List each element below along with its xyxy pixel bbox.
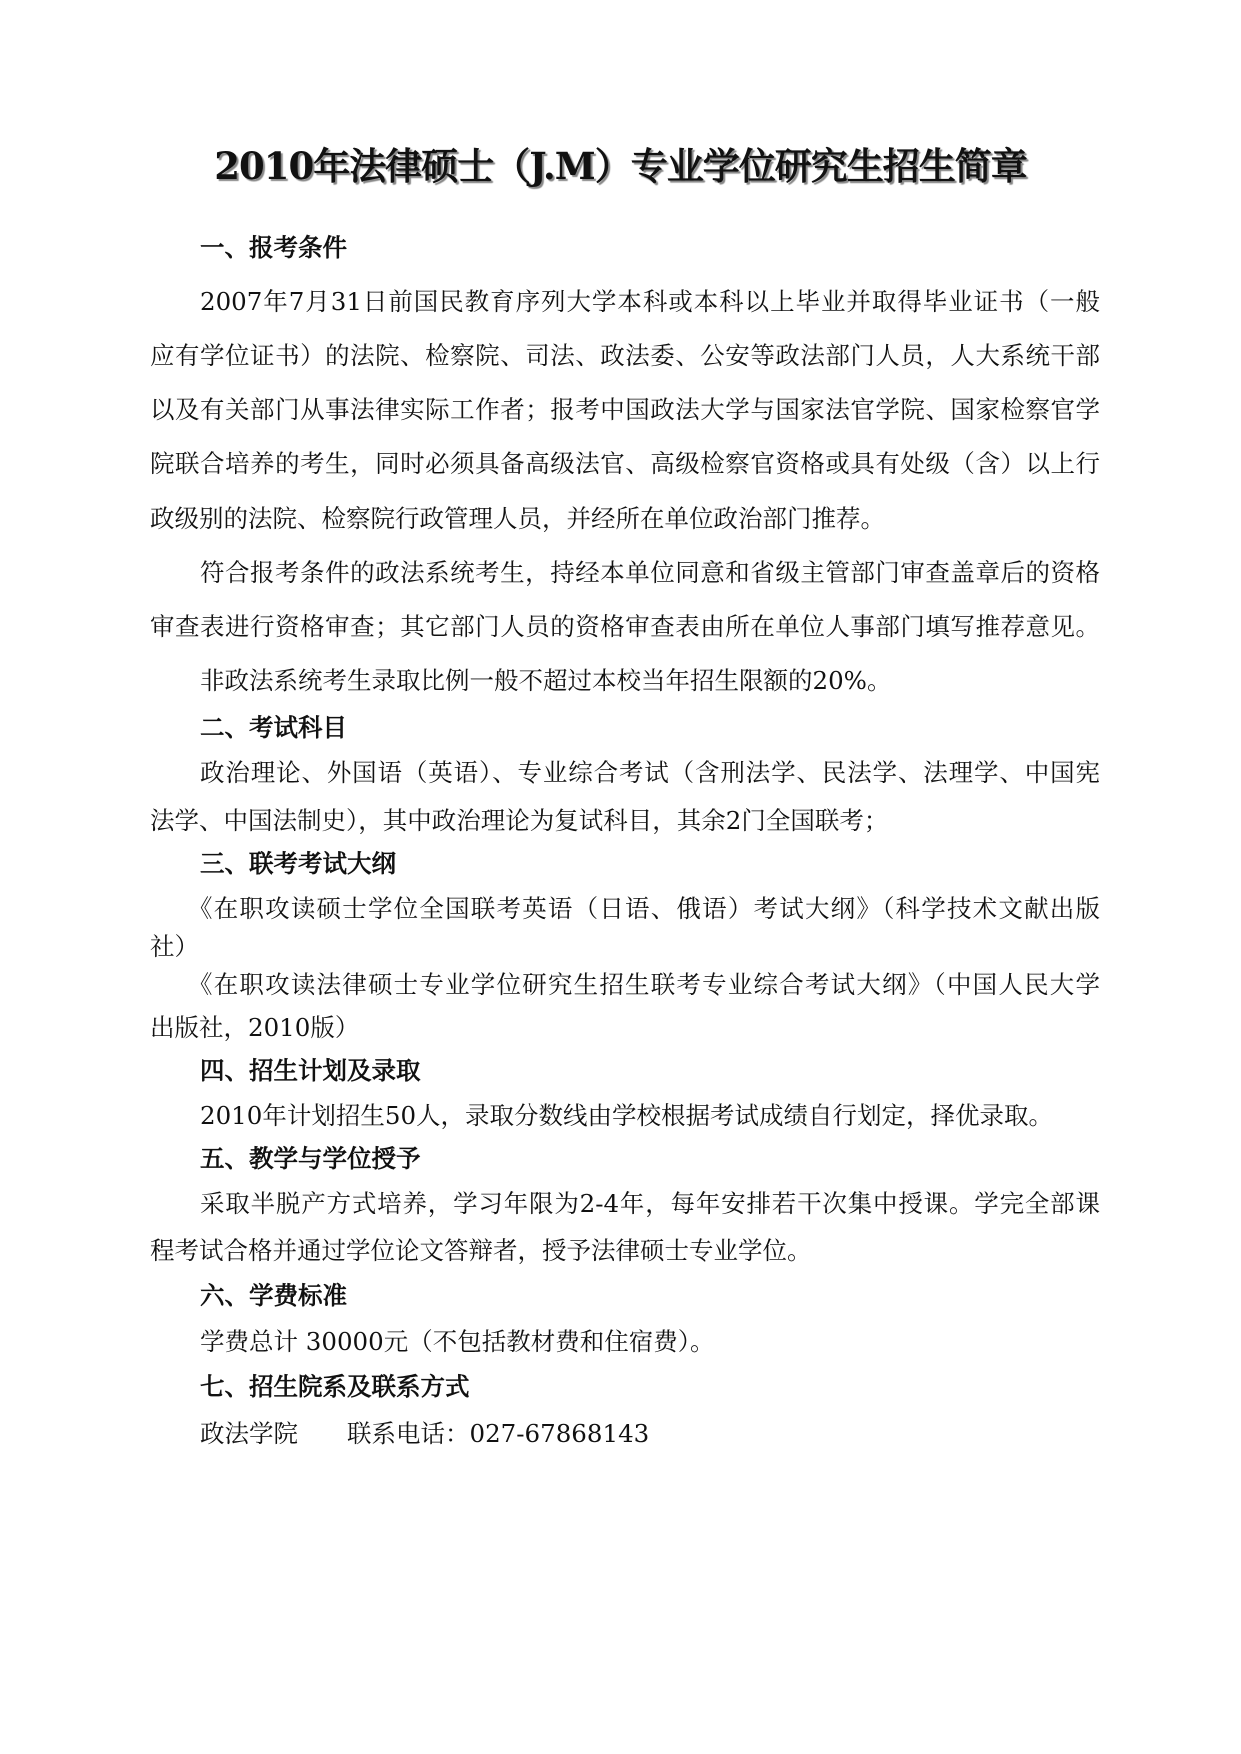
paragraph-line: 采取半脱产方式培养，学习年限为2-4年，每年安排若干次集中授课。学完全部课 [200, 1189, 1100, 1218]
paragraph-line: 政级别的法院、检察院行政管理人员，并经所在单位政治部门推荐。 [150, 504, 885, 533]
contact-line: 政法学院 联系电话：027-67868143 [200, 1419, 650, 1448]
paragraph-line: 2010年计划招生50人，录取分数线由学校根据考试成绩自行划定，择优录取。 [200, 1101, 1054, 1130]
section-heading: 五、教学与学位授予 [200, 1144, 421, 1173]
paragraph-line: 应有学位证书）的法院、检察院、司法、政法委、公安等政法部门人员，人大系统干部 [150, 341, 1100, 370]
paragraph-line: 《在职攻读法律硕士专业学位研究生招生联考专业综合考试大纲》（中国人民大学 [188, 970, 1100, 999]
section-heading: 三、联考考试大纲 [200, 849, 396, 878]
paragraph-line: 院联合培养的考生，同时必须具备高级法官、高级检察官资格或具有处级（含）以上行 [150, 449, 1100, 478]
paragraph-line: 以及有关部门从事法律实际工作者；报考中国政法大学与国家法官学院、国家检察官学 [150, 395, 1100, 424]
paragraph-line: 《在职攻读硕士学位全国联考英语（日语、俄语）考试大纲》（科学技术文献出版 [188, 894, 1100, 923]
section-heading: 二、考试科目 [200, 713, 347, 742]
section-heading: 四、招生计划及录取 [200, 1056, 421, 1085]
paragraph-line: 符合报考条件的政法系统考生，持经本单位同意和省级主管部门审查盖章后的资格 [200, 558, 1100, 587]
paragraph-line: 2007年7月31日前国民教育序列大学本科或本科以上毕业并取得毕业证书（一般 [200, 287, 1100, 316]
paragraph-line: 社） [150, 932, 199, 961]
paragraph-line: 学费总计 30000元（不包括教材费和住宿费）。 [200, 1327, 715, 1356]
section-heading: 七、招生院系及联系方式 [200, 1372, 470, 1401]
paragraph-line: 非政法系统考生录取比例一般不超过本校当年招生限额的20%。 [200, 666, 892, 695]
section-heading: 一、报考条件 [200, 233, 347, 262]
paragraph-line: 审查表进行资格审查；其它部门人员的资格审查表由所在单位人事部门填写推荐意见。 [150, 612, 1100, 641]
paragraph-line: 政治理论、外国语（英语）、专业综合考试（含刑法学、民法学、法理学、中国宪 [200, 758, 1100, 787]
paragraph-line: 程考试合格并通过学位论文答辩者，授予法律硕士专业学位。 [150, 1236, 812, 1265]
paragraph-line: 出版社，2010版） [150, 1013, 360, 1042]
paragraph-line: 法学、中国法制史），其中政治理论为复试科目，其余2门全国联考； [150, 806, 889, 835]
section-heading: 六、学费标准 [200, 1281, 347, 1310]
document-title: 2010年法律硕士（J.M）专业学位研究生招生简章 [214, 144, 1027, 188]
